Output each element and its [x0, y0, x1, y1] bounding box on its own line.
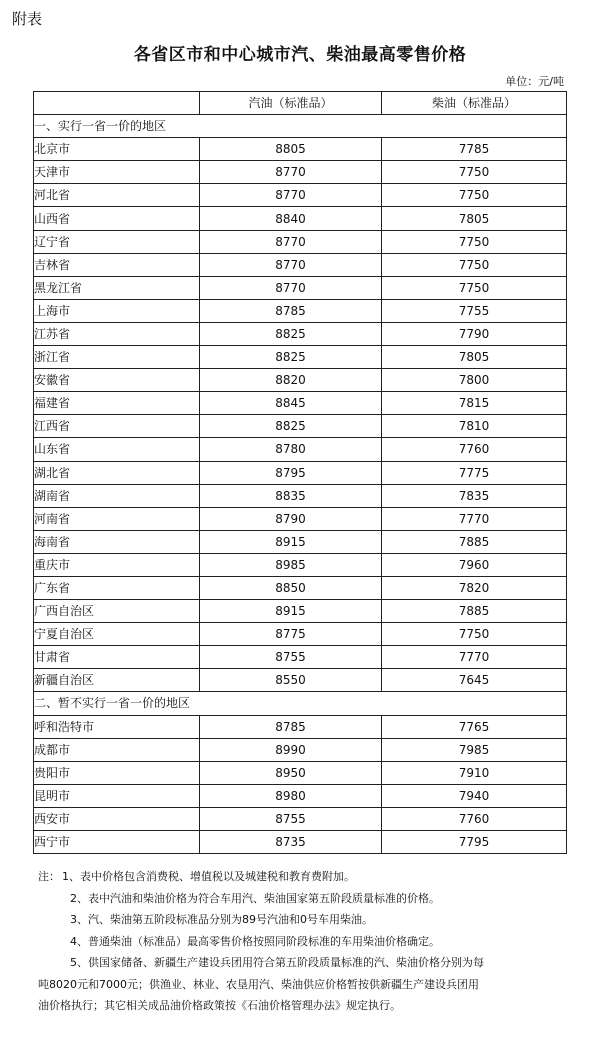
- header-diesel: 柴油（标准品）: [382, 92, 567, 115]
- gasoline-price-cell: 8850: [200, 576, 382, 599]
- region-cell: 重庆市: [34, 553, 200, 576]
- table-row: [34, 461, 567, 484]
- diesel-price-cell: 7775: [382, 461, 567, 484]
- note-line-1: [38, 866, 550, 888]
- diesel-price-cell: 7810: [382, 415, 567, 438]
- diesel-price-cell: 7940: [382, 784, 567, 807]
- region-cell: 贵阳市: [34, 761, 200, 784]
- region-cell: 安徽省: [34, 369, 200, 392]
- gasoline-price-cell: 8770: [200, 276, 382, 299]
- gasoline-price-cell: 8990: [200, 738, 382, 761]
- diesel-price-cell: 7835: [382, 484, 567, 507]
- table-row: [34, 831, 567, 854]
- gasoline-price-cell: 8550: [200, 669, 382, 692]
- gasoline-price-cell: 8780: [200, 438, 382, 461]
- diesel-price-cell: 7750: [382, 230, 567, 253]
- gasoline-price-cell: 8835: [200, 484, 382, 507]
- diesel-price-cell: 7885: [382, 600, 567, 623]
- region-cell: 山东省: [34, 438, 200, 461]
- region-cell: 甘肃省: [34, 646, 200, 669]
- region-cell: 海南省: [34, 530, 200, 553]
- gasoline-price-cell: 8980: [200, 784, 382, 807]
- region-cell: 呼和浩特市: [34, 715, 200, 738]
- note-line-6: 吨8020元和7000元；供渔业、林业、农垦用汽、柴油供应价格暂按供新疆生产建设兵团用: [38, 977, 479, 991]
- region-cell: 广西自治区: [34, 600, 200, 623]
- gasoline-price-cell: 8825: [200, 322, 382, 345]
- diesel-price-cell: 7750: [382, 184, 567, 207]
- region-cell: 西安市: [34, 807, 200, 830]
- region-cell: 河北省: [34, 184, 200, 207]
- gasoline-price-cell: 8785: [200, 715, 382, 738]
- gasoline-price-cell: 8840: [200, 207, 382, 230]
- diesel-price-cell: 7770: [382, 507, 567, 530]
- table-row: [34, 253, 567, 276]
- region-cell: 上海市: [34, 299, 200, 322]
- gasoline-price-cell: 8790: [200, 507, 382, 530]
- table-row: [34, 369, 567, 392]
- gasoline-price-cell: 8785: [200, 299, 382, 322]
- region-cell: 黑龙江省: [34, 276, 200, 299]
- diesel-price-cell: 7815: [382, 392, 567, 415]
- diesel-price-cell: 7760: [382, 438, 567, 461]
- diesel-price-cell: 7750: [382, 253, 567, 276]
- diesel-price-cell: 7755: [382, 299, 567, 322]
- diesel-price-cell: 7750: [382, 161, 567, 184]
- diesel-price-cell: 7795: [382, 831, 567, 854]
- diesel-price-cell: 7805: [382, 207, 567, 230]
- table-row: [34, 276, 567, 299]
- diesel-price-cell: 7960: [382, 553, 567, 576]
- region-cell: 天津市: [34, 161, 200, 184]
- region-cell: 江西省: [34, 415, 200, 438]
- region-cell: 昆明市: [34, 784, 200, 807]
- table-row: [34, 507, 567, 530]
- region-cell: 河南省: [34, 507, 200, 530]
- table-row: [34, 553, 567, 576]
- diesel-price-cell: 7805: [382, 346, 567, 369]
- page-title: 各省区市和中心城市汽、柴油最高零售价格: [133, 45, 467, 65]
- gasoline-price-cell: 8950: [200, 761, 382, 784]
- table-row: [34, 646, 567, 669]
- diesel-price-cell: 7760: [382, 807, 567, 830]
- table-row: [34, 299, 567, 322]
- gasoline-price-cell: 8915: [200, 530, 382, 553]
- region-cell: 湖南省: [34, 484, 200, 507]
- gasoline-price-cell: 8845: [200, 392, 382, 415]
- gasoline-price-cell: 8735: [200, 831, 382, 854]
- region-cell: 湖北省: [34, 461, 200, 484]
- table-row: [34, 738, 567, 761]
- diesel-price-cell: 7750: [382, 623, 567, 646]
- notes: [38, 866, 550, 1017]
- table-row: [34, 230, 567, 253]
- table-row: [34, 576, 567, 599]
- table-row: [34, 623, 567, 646]
- unit-label: 单位：元/吨: [505, 75, 564, 88]
- table-row: [34, 669, 567, 692]
- region-cell: 吉林省: [34, 253, 200, 276]
- diesel-price-cell: 7985: [382, 738, 567, 761]
- table-row: [34, 484, 567, 507]
- note-line-2: 2、表中汽油和柴油价格为符合车用汽、柴油国家第五阶段质量标准的价格。: [70, 891, 440, 905]
- diesel-price-cell: 7645: [382, 669, 567, 692]
- table-row: [34, 715, 567, 738]
- table-row: [34, 415, 567, 438]
- region-cell: 福建省: [34, 392, 200, 415]
- appendix-label: 附表: [12, 10, 43, 28]
- diesel-price-cell: 7885: [382, 530, 567, 553]
- section-1-row: [34, 115, 567, 138]
- gasoline-price-cell: 8755: [200, 646, 382, 669]
- table-row: [34, 322, 567, 345]
- diesel-price-cell: 7790: [382, 322, 567, 345]
- region-cell: 广东省: [34, 576, 200, 599]
- gasoline-price-cell: 8770: [200, 184, 382, 207]
- region-cell: 新疆自治区: [34, 669, 200, 692]
- gasoline-price-cell: 8770: [200, 230, 382, 253]
- table-row: [34, 807, 567, 830]
- gasoline-price-cell: 8805: [200, 138, 382, 161]
- region-cell: 山西省: [34, 207, 200, 230]
- table-row: [34, 438, 567, 461]
- region-cell: 西宁市: [34, 831, 200, 854]
- region-cell: 辽宁省: [34, 230, 200, 253]
- note-line-7: 油价格执行；其它相关成品油价格政策按《石油价格管理办法》规定执行。: [38, 999, 401, 1012]
- diesel-price-cell: 7765: [382, 715, 567, 738]
- table-row: [34, 161, 567, 184]
- gasoline-price-cell: 8755: [200, 807, 382, 830]
- table-row: [34, 392, 567, 415]
- gasoline-price-cell: 8770: [200, 161, 382, 184]
- region-cell: 北京市: [34, 138, 200, 161]
- gasoline-price-cell: 8770: [200, 253, 382, 276]
- region-cell: 江苏省: [34, 322, 200, 345]
- gasoline-price-cell: 8795: [200, 461, 382, 484]
- note-text: 1、表中价格包含消费税、增值税以及城建税和教育费附加。: [62, 870, 355, 883]
- note-line-4: 4、普通柴油（标准品）最高零售价格按照同阶段标准的车用柴油价格确定。: [70, 934, 440, 948]
- section-2-row: [34, 692, 567, 715]
- gasoline-price-cell: 8915: [200, 600, 382, 623]
- header-gasoline: 汽油（标准品）: [200, 92, 382, 115]
- table-row: [34, 784, 567, 807]
- price-table: [33, 91, 567, 854]
- table-row: [34, 184, 567, 207]
- section-title: 二、暂不实行一省一价的地区: [34, 692, 567, 715]
- table-row: [34, 138, 567, 161]
- notes-label: 注：: [38, 870, 60, 883]
- table-row: [34, 530, 567, 553]
- region-cell: 成都市: [34, 738, 200, 761]
- diesel-price-cell: 7910: [382, 761, 567, 784]
- table-row: [34, 600, 567, 623]
- diesel-price-cell: 7785: [382, 138, 567, 161]
- gasoline-price-cell: 8775: [200, 623, 382, 646]
- diesel-price-cell: 7820: [382, 576, 567, 599]
- section-title: 一、实行一省一价的地区: [34, 115, 567, 138]
- gasoline-price-cell: 8825: [200, 415, 382, 438]
- gasoline-price-cell: 8985: [200, 553, 382, 576]
- table-row: [34, 207, 567, 230]
- table-row: [34, 346, 567, 369]
- diesel-price-cell: 7800: [382, 369, 567, 392]
- gasoline-price-cell: 8820: [200, 369, 382, 392]
- diesel-price-cell: 7750: [382, 276, 567, 299]
- gasoline-price-cell: 8825: [200, 346, 382, 369]
- table-header-row: [34, 92, 567, 115]
- note-line-3: 3、汽、柴油第五阶段标准品分别为89号汽油和0号车用柴油。: [70, 913, 373, 926]
- region-cell: 浙江省: [34, 346, 200, 369]
- note-line-5: 5、供国家储备、新疆生产建设兵团用符合第五阶段质量标准的汽、柴油价格分别为每: [70, 956, 484, 969]
- region-cell: 宁夏自治区: [34, 623, 200, 646]
- table-row: [34, 761, 567, 784]
- diesel-price-cell: 7770: [382, 646, 567, 669]
- header-region: [34, 92, 200, 115]
